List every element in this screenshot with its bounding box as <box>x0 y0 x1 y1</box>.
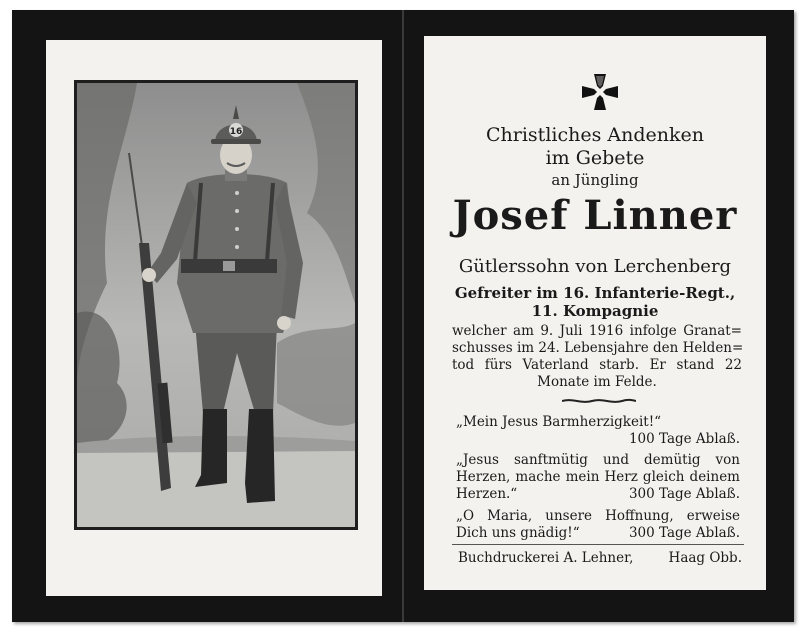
bio-line: schusses im 24. Lebensjahre den Helden= <box>452 340 744 356</box>
indulgence-text: 300 Tage Ablaß. <box>628 525 740 541</box>
prayer-2 <box>456 452 740 503</box>
prayer-last-line <box>456 486 740 503</box>
printer-credit <box>458 550 742 566</box>
rank-line-2: 11. Kompagnie <box>531 302 659 320</box>
biography-paragraph <box>452 323 742 391</box>
heading-line-1: Christliches Andenken <box>486 124 704 146</box>
occupation-line: Gütlerssohn von Lerchenberg <box>458 256 732 277</box>
prayer-last-line <box>456 525 740 542</box>
helmet-number: 16 <box>229 127 243 137</box>
prayer-text: Herzen.“ <box>456 486 518 502</box>
deceased-name: Josef Linner <box>452 192 738 239</box>
heading-line-3: an Jüngling <box>551 171 639 189</box>
indulgence-text: 100 Tage Ablaß. <box>628 431 740 447</box>
footer-rule <box>452 544 744 545</box>
prayer-text: Dich uns gnädig!“ <box>456 525 580 541</box>
bio-line: welcher am 9. Juli 1916 infolge Granat= <box>452 323 742 339</box>
soldier-portrait-photo <box>77 83 355 527</box>
prayer-text: „O Maria, unsere Hoffnung, erweise <box>456 508 740 524</box>
heading-line-2: im Gebete <box>545 147 645 169</box>
indulgence-text: 300 Tage Ablaß. <box>628 486 740 502</box>
prayer-text: „Mein Jesus Barmherzigkeit!“ <box>456 414 662 430</box>
prayer-text: Herzen, mache mein Herz gleich deinem <box>456 469 740 485</box>
prayer-text: „Jesus sanftmütig und demütig von <box>456 452 740 468</box>
bio-line: Monate im Felde. <box>537 374 657 390</box>
printer-name: Buchdruckerei A. Lehner, <box>458 550 634 566</box>
bio-line: tod fürs Vaterland starb. Er stand 22 <box>452 357 742 373</box>
printer-place: Haag Obb. <box>668 550 742 566</box>
iron-cross-icon <box>580 72 620 112</box>
card-fold <box>402 10 404 622</box>
rank-line-1: Gefreiter im 16. Infanterie-Regt., <box>454 284 736 302</box>
ornamental-divider <box>562 398 636 404</box>
prayer-1 <box>456 414 740 448</box>
prayer-3 <box>456 508 740 542</box>
